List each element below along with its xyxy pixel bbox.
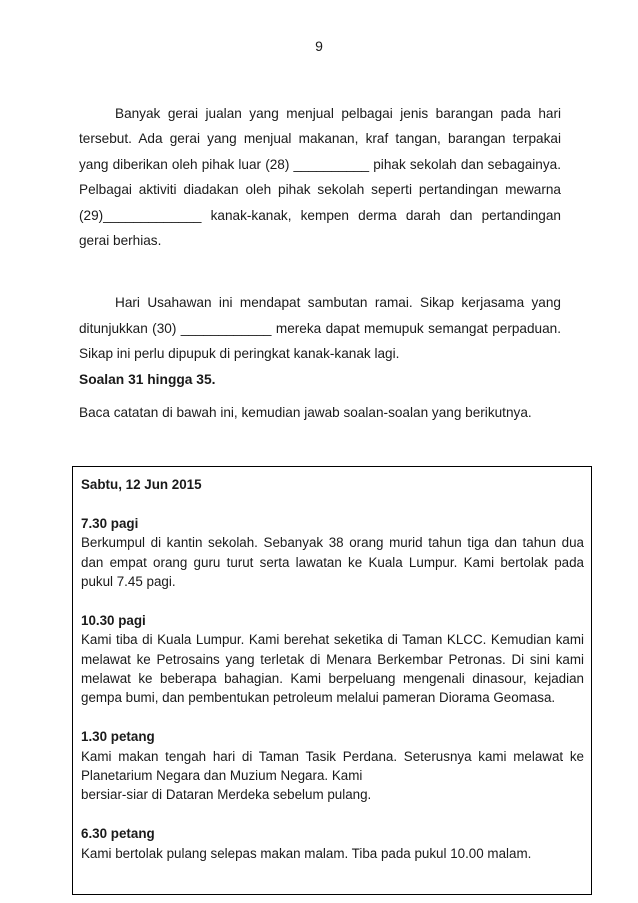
entry-text-line: bersiar-siar di Dataran Merdeka sebelum pulang. [81,787,372,803]
entry-text-line: Kami makan tengah hari di Taman Tasik Perdana. Seterusnya kami melawat ke Planetarium Negara dan Muzium Negara. Kami [81,748,584,784]
diary-date: Sabtu, 12 Jun 2015 [81,477,202,492]
diary-entry [81,727,584,805]
diary-entry [81,514,584,592]
entry-time: 6.30 petang [81,826,155,842]
instruction-text: Baca catatan di bawah ini, kemudian jawab soalan-soalan yang berikutnya. [79,405,532,420]
section-heading: Soalan 31 hingga 35. [79,372,216,387]
entry-time: 10.30 pagi [81,612,146,628]
entry-text: Berkumpul di kantin sekolah. Sebanyak 38 orang murid tahun tiga dan tahun dua dan empat orang guru turut serta lawatan ke Kuala Lumpur. Kami bertolak pada pukul 7.45 pagi. [81,535,584,590]
diary-entry [81,611,584,708]
entry-text [81,747,584,805]
entry-text: Kami bertolak pulang selepas makan malam. Tiba pada pukul 10.00 malam. [81,845,532,861]
diary-box [72,466,592,895]
entry-time: 7.30 pagi [81,515,139,531]
passage-paragraph-2: Hari Usahawan ini mendapat sambutan ramai. Sikap kerjasama yang ditunjukkan (30) ____________ mereka dapat memupuk semangat perpaduan. Sikap ini perlu dipupuk di peringkat kanak-kanak lagi. [79,295,561,361]
page-number: 9 [315,38,323,54]
diary-entry [81,824,584,863]
passage-paragraph-1: Banyak gerai jualan yang menjual pelbagai jenis barangan pada hari tersebut. Ada gerai yang menjual makanan, kraf tangan, barangan terpakai yang diberikan oleh pihak luar (28) __________ pihak sekolah dan sebagainya. Pelbagai aktiviti diadakan oleh pihak sekolah seperti pertandingan mewarna (29)_____________ kanak-kanak, kempen derma darah dan pertandingan gerai berhias. [79,106,561,249]
entry-text: Kami tiba di Kuala Lumpur. Kami berehat seketika di Taman KLCC. Kemudian kami melawat ke Petrosains yang terletak di Menara Berkembar Petronas. Di sini kami melawat ke beberapa bahagian. Kami berpeluang mengenali dinasour, kejadian gempa bumi, dan pembentukan petroleum melalui pameran Diorama Geomasa. [81,632,584,706]
entry-time: 1.30 petang [81,729,155,745]
